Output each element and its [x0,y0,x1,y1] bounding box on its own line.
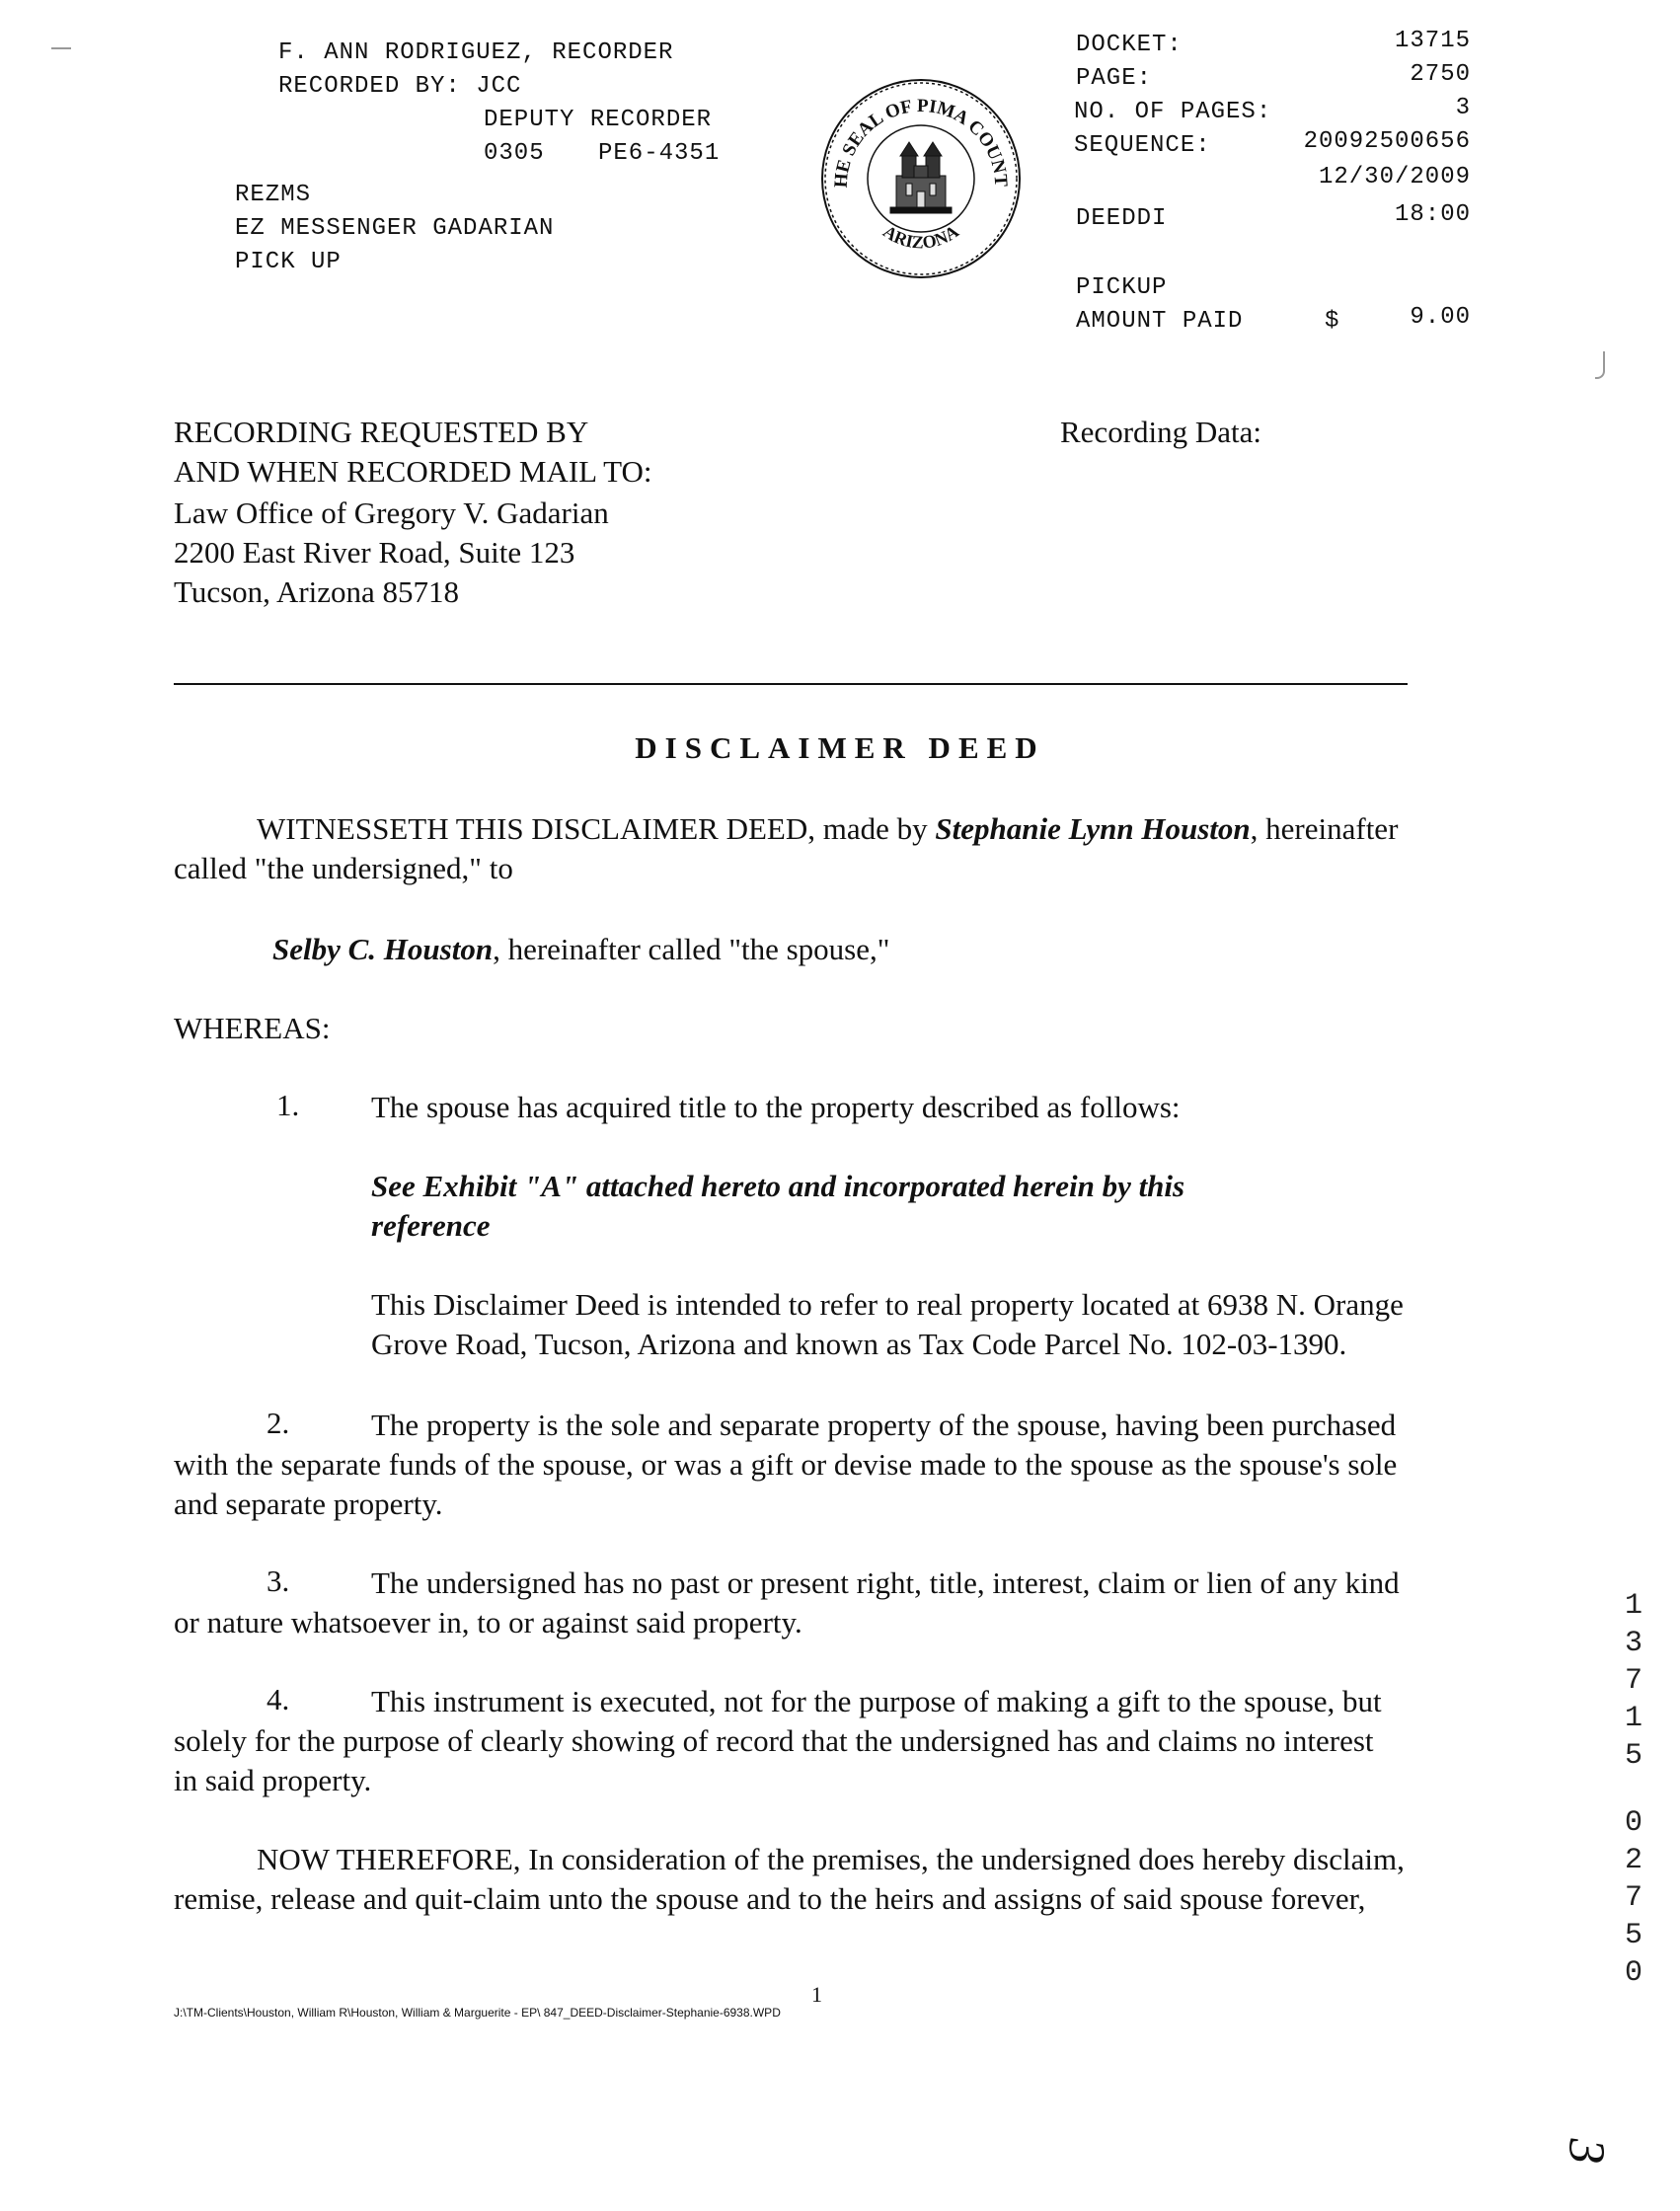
mailto-line-4: 2200 East River Road, Suite 123 [174,535,575,570]
deed-type: DEEDDI [1076,205,1168,232]
pages-value: 3 [1455,95,1471,121]
header-divider [174,683,1408,685]
margin-digit: 1 [1624,1589,1642,1623]
item-3-line-2: or nature whatsoever in, to or against said property. [174,1605,802,1639]
margin-digit: 7 [1624,1664,1642,1698]
item-2-line-1: The property is the sole and separate property of the spouse, having been purchased [371,1408,1397,1442]
item-1-number: 1. [276,1088,300,1122]
amount-value: 9.00 [1410,304,1471,331]
margin-docket-page-numbers [1619,1587,1648,1992]
mailto-line-2: AND WHEN RECORDED MAIL TO: [174,454,652,489]
mailto-line-1: RECORDING REQUESTED BY [174,415,589,449]
amount-label: AMOUNT PAID [1076,308,1244,335]
margin-gap [1619,1775,1648,1804]
svg-text:ARIZONA [879,221,962,253]
recorder-ref: PE6-4351 [598,140,721,167]
margin-digit: 7 [1624,1881,1642,1915]
recorder-name: F. ANN RODRIGUEZ, RECORDER [278,39,674,66]
item-2-line-3: and separate property. [174,1487,443,1521]
recording-data-label: Recording Data: [1060,415,1262,449]
currency-symbol: $ [1325,308,1340,335]
item-1-text: The spouse has acquired title to the property described as follows: [371,1090,1181,1124]
property-desc-line-1: This Disclaimer Deed is intended to refer to real property located at 6938 N. Orange [371,1287,1404,1322]
deputy-recorder: DEPUTY RECORDER [484,107,713,133]
exhibit-line-1: See Exhibit "A" attached hereto and incorporated herein by this [371,1169,1185,1203]
grantor-name: Stephanie Lynn Houston [935,811,1251,846]
courthouse-icon [890,142,952,213]
item-3-number: 3. [267,1563,290,1598]
record-time: 18:00 [1394,201,1471,228]
sequence-label: SEQUENCE: [1074,132,1211,159]
corner-page-mark: 3 [1558,2138,1615,2165]
intro-prefix: WITNESSETH THIS DISCLAIMER DEED, made by [257,811,936,846]
intro-line-2: called "the undersigned," to [174,851,513,885]
seal-top-text: HE SEAL OF PIMA COUNT [830,95,1012,189]
page-value: 2750 [1410,61,1471,88]
scan-mark [1595,351,1605,379]
margin-digit: 0 [1624,1806,1642,1840]
intro-line-1 [257,809,1457,849]
item-2-line-2: with the separate funds of the spouse, or was a gift or devise made to the spouse as the spouse's sole [174,1447,1398,1482]
margin-digit: 2 [1624,1844,1642,1877]
spouse-name: Selby C. Houston [272,932,494,966]
page-label: PAGE: [1076,65,1153,92]
whereas-heading: WHEREAS: [174,1011,331,1045]
document-title: DISCLAIMER DEED [635,730,1045,765]
seal-graphic [817,75,1025,282]
recorder-rezms: REZMS [235,182,312,208]
county-seal [817,75,1025,282]
pickup-label: PICKUP [1076,274,1168,301]
property-desc-line-2: Grove Road, Tucson, Arizona and known as Tax Code Parcel No. 102-03-1390. [371,1327,1347,1361]
docket-value: 13715 [1394,28,1471,54]
spouse-suffix: , hereinafter called "the spouse," [493,932,890,966]
intro-suffix: , hereinafter [1250,811,1399,846]
exhibit-line-2: reference [371,1208,491,1243]
recorded-by: RECORDED BY: JCC [278,73,522,100]
mailto-line-3: Law Office of Gregory V. Gadarian [174,496,609,530]
spouse-line [272,930,889,969]
margin-digit: 0 [1624,1956,1642,1990]
docket-label: DOCKET: [1076,32,1183,58]
item-2-number: 2. [267,1406,290,1440]
sequence-value: 20092500656 [1303,128,1471,155]
scan-mark [51,47,71,49]
now-therefore-line-1: NOW THEREFORE, In consideration of the premises, the undersigned does hereby disclaim, [257,1842,1405,1876]
now-therefore-line-2: remise, release and quit-claim unto the spouse and to the heirs and assigns of said spouse forever, [174,1881,1366,1916]
pages-label: NO. OF PAGES: [1074,99,1272,125]
margin-digit: 3 [1624,1627,1642,1660]
footer-page-number: 1 [811,1982,822,2007]
recorder-messenger: EZ MESSENGER GADARIAN [235,215,555,242]
item-3-line-1: The undersigned has no past or present right, title, interest, claim or lien of any kind [371,1565,1400,1600]
margin-digit: 5 [1624,1739,1642,1773]
item-4-line-1: This instrument is executed, not for the purpose of making a gift to the spouse, but [371,1684,1382,1718]
item-4-line-2: solely for the purpose of clearly showing of record that the undersigned has and claims no interest [174,1723,1374,1758]
margin-digit: 5 [1624,1919,1642,1952]
margin-digit: 1 [1624,1702,1642,1735]
record-date: 12/30/2009 [1318,164,1471,191]
recorder-code: 0305 [484,140,545,167]
seal-bottom-text: ARIZONA [879,221,962,253]
footer-file-path: J:\TM-Clients\Houston, William R\Houston, William & Marguerite - EP\ 847_DEED-Disclaimer-Stephanie-6938.WPD [174,2006,781,2020]
mailto-line-5: Tucson, Arizona 85718 [174,574,460,609]
item-4-number: 4. [267,1682,290,1716]
recorder-pickup: PICK UP [235,249,342,275]
item-4-line-3: in said property. [174,1763,372,1797]
